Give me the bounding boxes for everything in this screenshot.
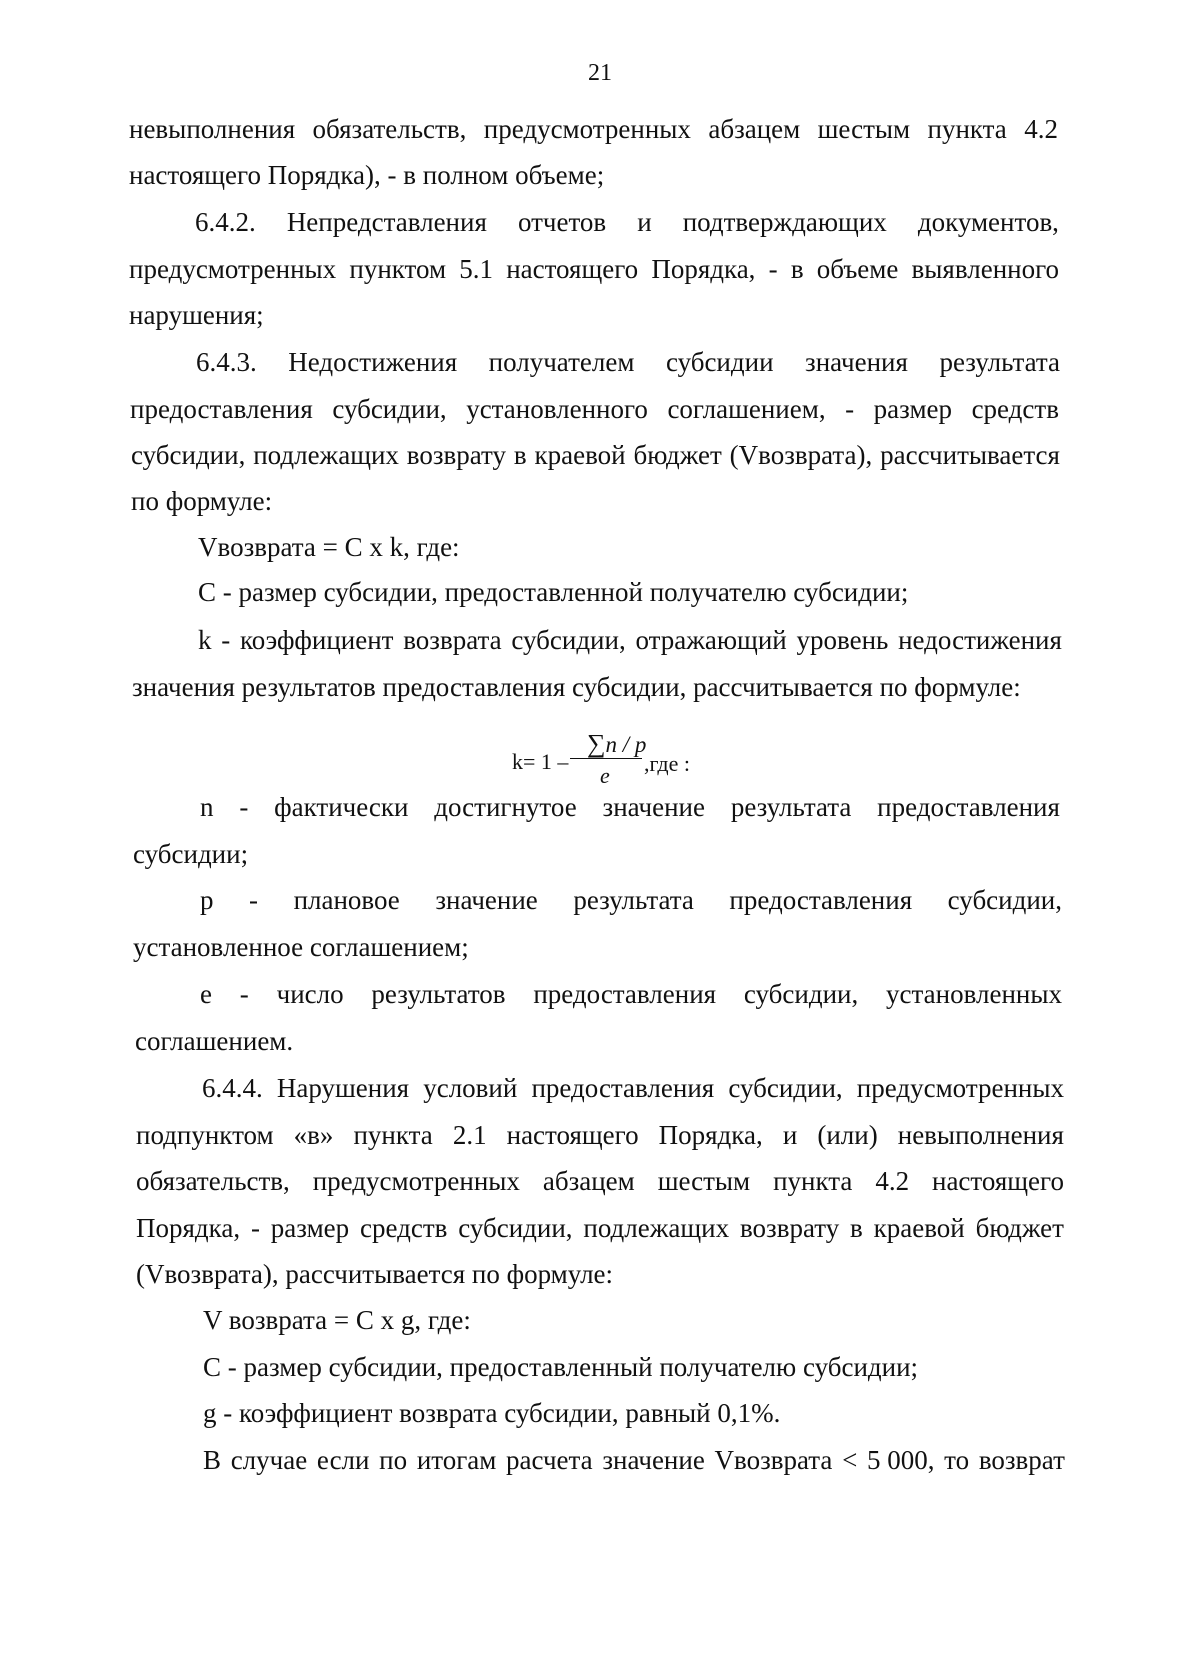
word: пунктом: [349, 254, 447, 284]
word: субсидии,: [131, 440, 246, 470]
word: уровень: [796, 625, 889, 655]
word: предоставления: [130, 394, 313, 424]
text-line: [202, 1071, 1064, 1105]
word: -: [249, 885, 259, 915]
text-line: [129, 112, 1058, 146]
word: соглашением,: [667, 394, 826, 424]
word: обязательств,: [312, 114, 467, 144]
word: предоставления: [531, 1073, 715, 1103]
text-line: [200, 883, 1062, 917]
word: по: [379, 1445, 408, 1475]
word: в: [850, 1213, 863, 1243]
word: 4.2: [1024, 114, 1058, 144]
word: недостижения: [898, 625, 1062, 655]
text-line: [195, 205, 1059, 239]
formula-k: [512, 727, 712, 797]
word: рассчитывается: [880, 440, 1060, 470]
text-line: [203, 1443, 1065, 1477]
text-line: [131, 438, 1060, 472]
word: Нарушения: [276, 1073, 410, 1103]
word: значения: [805, 347, 908, 377]
word: субсидии,: [332, 394, 447, 424]
word: настоящего: [506, 1120, 639, 1150]
word: 6.4.3.: [196, 347, 257, 377]
word: краевой: [873, 1213, 965, 1243]
word: невыполнения: [897, 1120, 1064, 1150]
word: подлежащих: [253, 440, 399, 470]
word: обязательств,: [136, 1166, 290, 1196]
word: результата: [730, 792, 852, 822]
word: подпунктом: [136, 1120, 274, 1150]
word: и: [782, 1120, 798, 1150]
word: в: [790, 254, 804, 284]
text-line: [130, 392, 1059, 426]
word: предоставления: [533, 979, 717, 1009]
text-line: [136, 1164, 1064, 1198]
word: подтверждающих: [682, 207, 887, 237]
word: абзацем: [708, 114, 801, 144]
word: -: [768, 254, 778, 284]
word: -: [239, 792, 249, 822]
word: в: [513, 440, 527, 470]
word: размер: [270, 1213, 350, 1243]
word: расчета: [506, 1445, 593, 1475]
word: <: [842, 1445, 858, 1475]
word: -: [250, 1213, 260, 1243]
word: отражающий: [635, 625, 787, 655]
word: шестым: [657, 1166, 751, 1196]
text-line: (Vвозврата), рассчитывается по формуле:: [136, 1259, 614, 1289]
word: e: [200, 979, 212, 1009]
word: средств: [359, 1213, 448, 1243]
word: плановое: [293, 885, 400, 915]
word: 4.2: [875, 1166, 910, 1196]
word: значение: [602, 792, 705, 822]
word: возврата: [403, 625, 502, 655]
text-line: установленное соглашением;: [133, 932, 469, 962]
word: Непредставления: [286, 207, 487, 237]
text-line: [136, 1211, 1064, 1245]
word: (или): [817, 1120, 878, 1150]
word: коэффициент: [240, 625, 394, 655]
formula-denominator: e: [600, 763, 610, 788]
word: Порядка,: [651, 254, 756, 284]
text-line: [198, 623, 1062, 657]
formula-suffix: ,где :: [644, 751, 690, 776]
word: 2.1: [452, 1120, 487, 1150]
word: 5 000,: [866, 1445, 935, 1475]
word: объеме: [816, 254, 899, 284]
word: установленных: [886, 979, 1062, 1009]
word: фактически: [274, 792, 409, 822]
word: 6.4.2.: [195, 207, 256, 237]
text-line: нарушения;: [129, 300, 264, 330]
word: краевой: [534, 440, 626, 470]
word: бюджет: [633, 440, 722, 470]
word: установленного: [466, 394, 648, 424]
text-line: Vвозврата = C x k, где:: [198, 532, 460, 562]
word: пункта: [927, 114, 1007, 144]
word: невыполнения: [129, 114, 296, 144]
word: если: [316, 1445, 370, 1475]
text-line: [129, 252, 1059, 286]
word: случае: [230, 1445, 308, 1475]
text-line: [200, 977, 1062, 1011]
word: предоставления: [877, 792, 1060, 822]
word: В: [203, 1445, 222, 1475]
text-line: субсидии;: [133, 839, 249, 869]
word: 5.1: [459, 254, 493, 284]
word: предусмотренных: [129, 254, 337, 284]
word: выявленного: [911, 254, 1059, 284]
word: достигнутое: [434, 792, 577, 822]
text-line: соглашением.: [135, 1026, 294, 1056]
word: результата: [573, 885, 694, 915]
word: настоящего: [506, 254, 639, 284]
word: бюджет: [975, 1213, 1064, 1243]
text-line: [136, 1118, 1064, 1152]
text-line: по формуле:: [131, 486, 273, 516]
word: и: [637, 207, 652, 237]
word: субсидии,: [458, 1213, 573, 1243]
word: размер: [873, 394, 953, 424]
word: предусмотренных: [483, 114, 691, 144]
word: итогам: [416, 1445, 497, 1475]
word: настоящего: [932, 1166, 1064, 1196]
formula-numerator-text: n / p: [605, 732, 647, 757]
word: число: [276, 979, 344, 1009]
word: возврату: [406, 440, 507, 470]
text-line: [196, 345, 1060, 379]
word: субсидии: [665, 347, 774, 377]
word: Порядка,: [658, 1120, 763, 1150]
word: шестым: [817, 114, 911, 144]
word: 6.4.4.: [202, 1073, 263, 1103]
word: Порядка,: [136, 1213, 241, 1243]
formula-numerator: [587, 729, 646, 759]
text-line: V возврата = C x g, где:: [203, 1305, 471, 1335]
word: результатов: [371, 979, 506, 1009]
word: -: [221, 625, 231, 655]
word: -: [239, 979, 249, 1009]
word: субсидии,: [743, 979, 859, 1009]
word: Недостижения: [288, 347, 458, 377]
word: то: [944, 1445, 970, 1475]
word: возврат: [978, 1445, 1065, 1475]
word: n: [200, 792, 214, 822]
sigma-symbol: ∑: [587, 729, 606, 758]
text-line: значения результатов предоставления субсидии, рассчитывается по формуле:: [132, 672, 1021, 702]
word: -: [845, 394, 855, 424]
word: значение: [435, 885, 538, 915]
word: результата: [939, 347, 1060, 377]
word: подлежащих: [583, 1213, 730, 1243]
word: пункта: [353, 1120, 433, 1150]
word: предусмотренных: [312, 1166, 520, 1196]
word: предусмотренных: [856, 1073, 1064, 1103]
word: документов,: [917, 207, 1059, 237]
word: Vвозврата: [714, 1445, 833, 1475]
formula-lhs: k= 1 –: [512, 749, 569, 774]
text-line: настоящего Порядка), - в полном объеме;: [129, 160, 605, 190]
page-number: 21: [588, 60, 612, 86]
word: условий: [423, 1073, 518, 1103]
word: пункта: [773, 1166, 853, 1196]
text-line: C - размер субсидии, предоставленной получателю субсидии;: [198, 577, 909, 607]
text-line: g - коэффициент возврата субсидии, равный 0,1%.: [203, 1398, 781, 1428]
word: субсидии,: [947, 885, 1062, 915]
text-line: C - размер субсидии, предоставленный получателю субсидии;: [203, 1352, 919, 1382]
word: субсидии,: [728, 1073, 843, 1103]
word: средств: [971, 394, 1059, 424]
word: отчетов: [517, 207, 607, 237]
word: k: [198, 625, 212, 655]
word: получателем: [488, 347, 635, 377]
word: возврату: [739, 1213, 840, 1243]
fraction-bar: [570, 758, 642, 759]
word: предоставления: [729, 885, 913, 915]
text-line: [200, 790, 1060, 824]
word: p: [200, 885, 214, 915]
word: субсидии,: [511, 625, 626, 655]
word: «в»: [293, 1120, 334, 1150]
word: (Vвозврата),: [729, 440, 873, 470]
word: абзацем: [542, 1166, 635, 1196]
word: значение: [602, 1445, 705, 1475]
